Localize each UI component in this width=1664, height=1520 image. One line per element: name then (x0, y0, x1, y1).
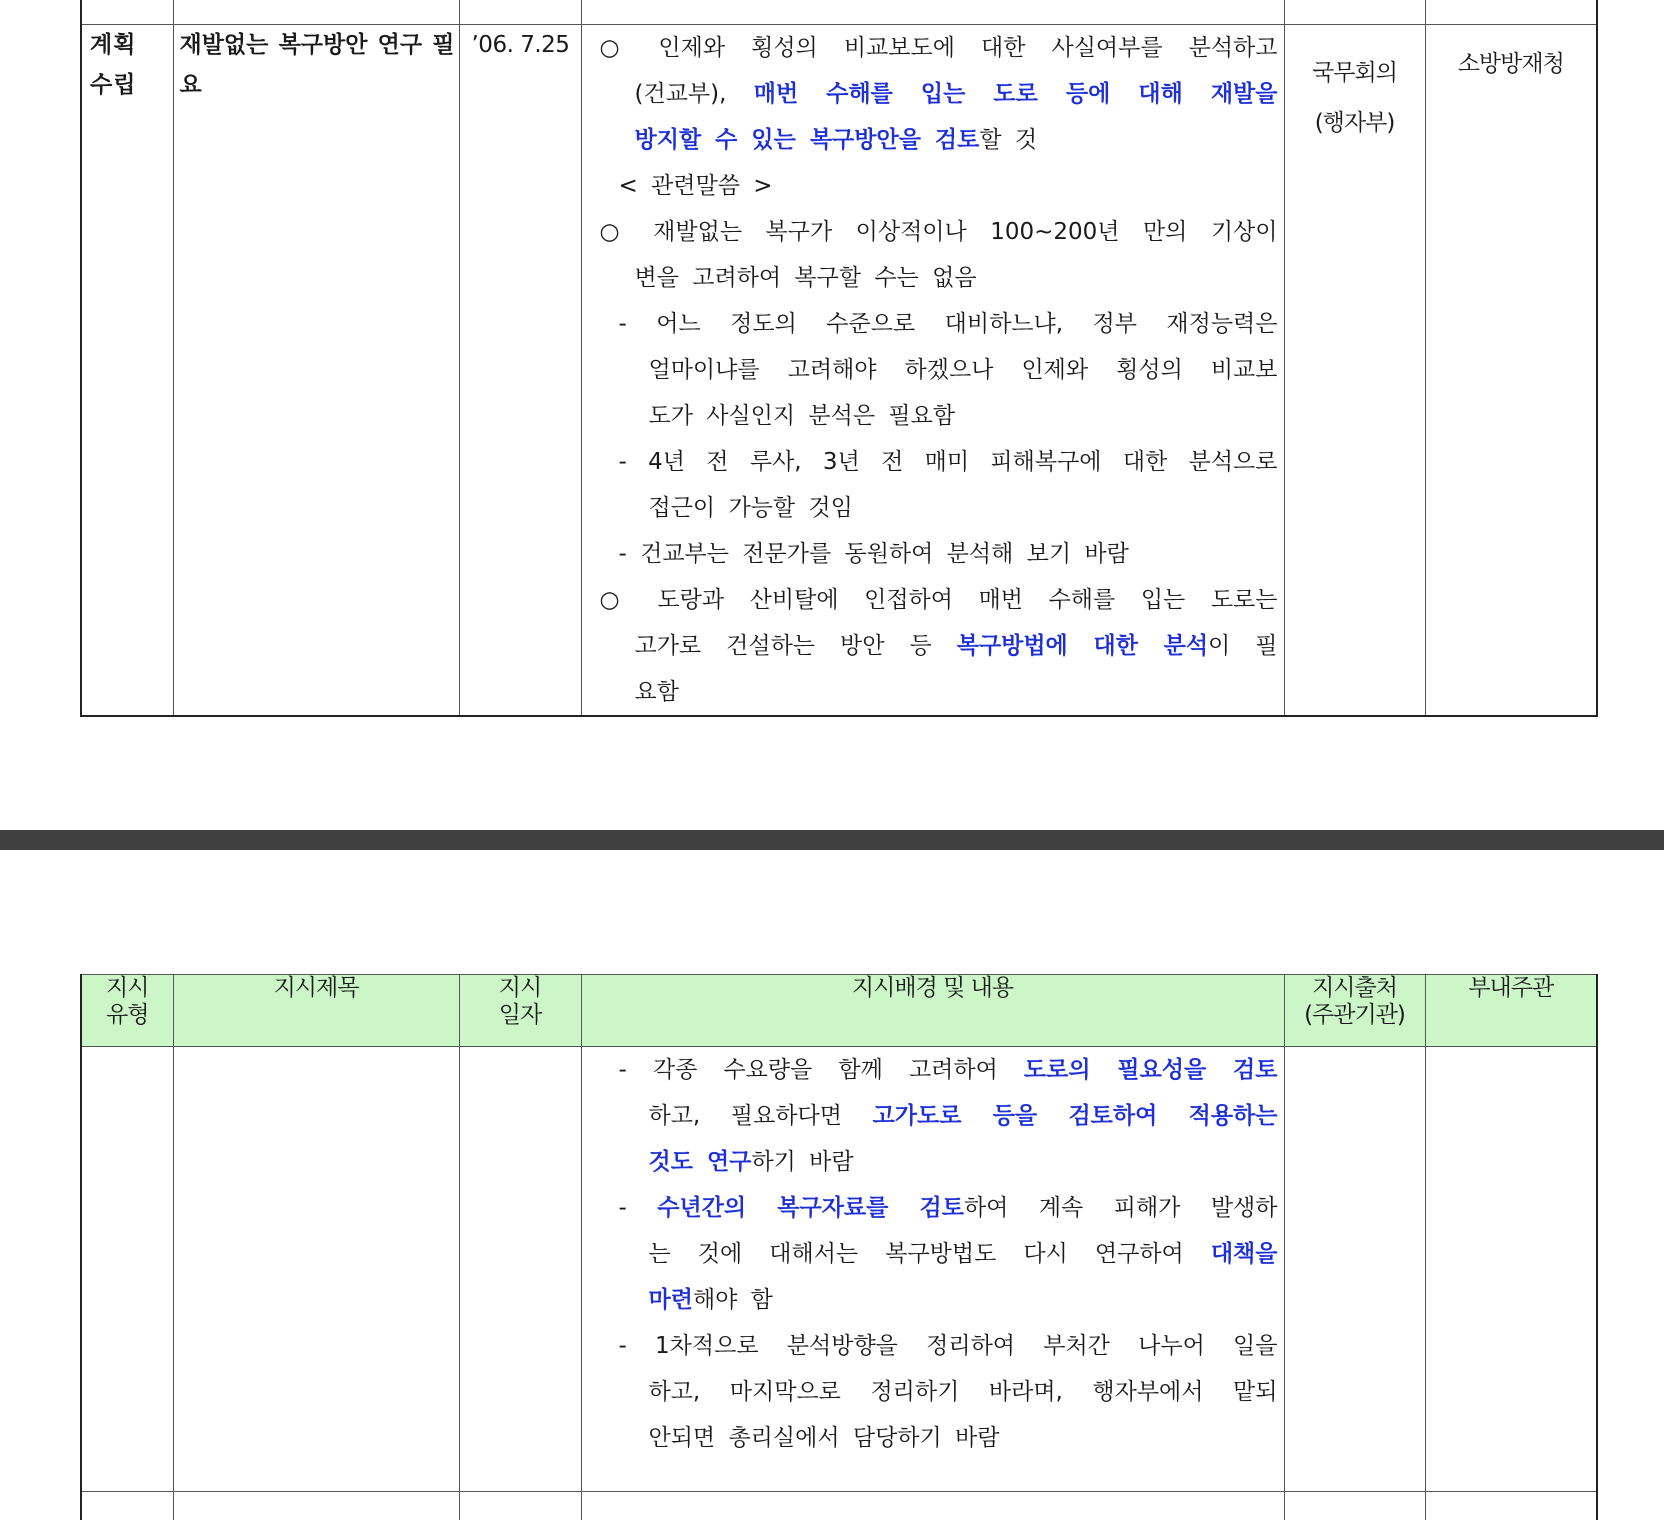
content-line (600, 1185, 1278, 1231)
header-content: 지시배경 및 내용 (581, 975, 1284, 1047)
highlighted-text: 것도 연구 (649, 1149, 752, 1175)
directive-type (81, 1047, 173, 1492)
highlighted-text: 매번 수해를 입는 도로 등에 대해 재발을 (754, 81, 1278, 107)
content-line (600, 301, 1278, 347)
content-line (600, 485, 1278, 531)
page-divider (0, 830, 1664, 850)
content-text: - 각종 수요량을 함께 고려하여 (619, 1057, 1024, 1083)
directive-date (459, 1047, 581, 1492)
content-line (600, 393, 1278, 439)
content-text: 하여 계속 피해가 발생하 (964, 1195, 1278, 1221)
header-dept: 부내주관 (1425, 975, 1597, 1047)
content-text: 고가로 건설하는 방안 등 (635, 633, 957, 659)
directive-title: 재발없는 복구방안 연구 필요 (173, 25, 459, 717)
content-text: 얼마이냐를 고려해야 하겠으나 인제와 횡성의 비교보 (649, 357, 1278, 383)
highlighted-text: 마련 (649, 1287, 693, 1313)
highlighted-text: 대책을 (1211, 1241, 1278, 1267)
directive-table-top (80, 0, 1598, 717)
content-text: - 1차적으로 분석방향을 정리하여 부처간 나누어 일을 (619, 1333, 1278, 1359)
content-text: 하기 바람 (751, 1149, 853, 1175)
content-text: 할 것 (979, 127, 1037, 153)
header-type: 지시 유형 (81, 975, 173, 1047)
content-line (600, 439, 1278, 485)
content-line (600, 71, 1278, 117)
content-text: ○ 도랑과 산비탈에 인접하여 매번 수해를 입는 도로는 (600, 587, 1278, 613)
source-name: 국무회의 (1285, 45, 1425, 101)
content-text: - (619, 1195, 658, 1221)
content-line (600, 623, 1278, 669)
content-text: 하고, 마지막으로 정리하기 바라며, 행자부에서 맡되 (649, 1379, 1278, 1405)
directive-title (173, 1047, 459, 1492)
directive-type: 계획 수립 (81, 25, 173, 717)
directive-table-bottom (80, 974, 1598, 1520)
content-text: 접근이 가능할 것임 (649, 495, 853, 521)
content-text: 는 것에 대해서는 복구방법도 다시 연구하여 (649, 1241, 1211, 1267)
content-text: 변을 고려하여 복구할 수는 없음 (635, 265, 977, 291)
content-line (600, 1047, 1278, 1093)
content-line (600, 25, 1278, 71)
source-agency: (행자부) (1285, 101, 1425, 145)
content-line (600, 1415, 1278, 1461)
highlighted-text: 방지할 수 있는 복구방안을 검토 (635, 127, 980, 153)
directive-content (581, 25, 1284, 717)
content-text: - 4년 전 루사, 3년 전 매미 피해복구에 대한 분석으로 (619, 449, 1278, 475)
content-line (600, 669, 1278, 715)
directive-source (1284, 1047, 1425, 1492)
directive-source (1284, 25, 1425, 717)
content-line (600, 347, 1278, 393)
header-source: 지시출처 (주관기관) (1284, 975, 1425, 1047)
content-text: 이 필 (1208, 633, 1277, 659)
content-text: 도가 사실인지 분석은 필요함 (649, 403, 956, 429)
highlighted-text: 복구방법에 대한 분석 (957, 633, 1208, 659)
highlighted-text: 고가도로 등을 검토하여 적용하는 (873, 1103, 1278, 1129)
content-line (600, 163, 1278, 209)
content-text: (건교부), (635, 81, 754, 107)
department (1425, 1047, 1597, 1492)
content-text: 해야 함 (693, 1287, 773, 1313)
content-line (600, 1231, 1278, 1277)
content-text: - 건교부는 전문가를 동원하여 분석해 보기 바람 (619, 541, 1129, 567)
highlighted-text: 도로의 필요성을 검토 (1024, 1057, 1278, 1083)
department: 소방방재청 (1425, 25, 1597, 717)
content-line (600, 117, 1278, 163)
header-title: 지시제목 (173, 975, 459, 1047)
content-text: ○ 인제와 횡성의 비교보도에 대한 사실여부를 분석하고 (600, 35, 1278, 61)
content-line (600, 1369, 1278, 1415)
directive-date: ’06. 7.25 (459, 25, 581, 717)
content-line (600, 1277, 1278, 1323)
directive-content (581, 1047, 1284, 1492)
table-row (81, 25, 1597, 717)
table-header (81, 975, 1597, 1047)
content-line (600, 577, 1278, 623)
content-line (600, 531, 1278, 577)
content-text: < 관련말씀 > (619, 173, 773, 199)
content-text: - 어느 정도의 수준으로 대비하느냐, 정부 재정능력은 (619, 311, 1278, 337)
content-line (600, 1139, 1278, 1185)
content-line (600, 1093, 1278, 1139)
previous-row-stub (81, 0, 1597, 25)
content-text: 하고, 필요하다면 (649, 1103, 873, 1129)
content-text: 안되면 총리실에서 담당하기 바람 (649, 1425, 1000, 1451)
content-line (600, 209, 1278, 255)
content-text: ○ 재발없는 복구가 이상적이나 100~200년 만의 기상이 (600, 219, 1278, 245)
content-text: 요함 (635, 679, 679, 705)
content-line (600, 255, 1278, 301)
content-line (600, 1323, 1278, 1369)
header-date: 지시 일자 (459, 975, 581, 1047)
table-row (81, 1047, 1597, 1492)
highlighted-text: 수년간의 복구자료를 검토 (657, 1195, 964, 1221)
